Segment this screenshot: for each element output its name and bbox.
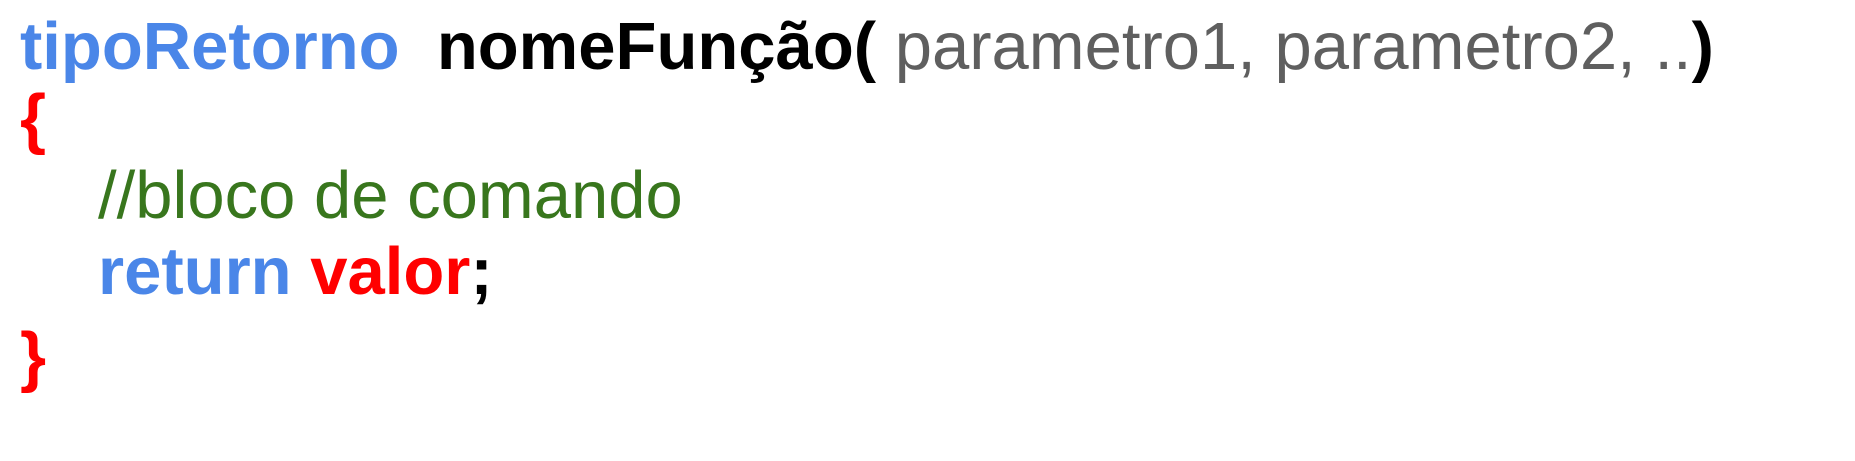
open-brace-token: { bbox=[20, 81, 47, 156]
semicolon-token: ; bbox=[470, 234, 493, 309]
comment-token: //bloco de comando bbox=[98, 158, 683, 233]
return-type-token: tipoRetorno bbox=[20, 9, 400, 84]
return-statement-line bbox=[98, 234, 493, 309]
return-value-token: valor bbox=[310, 234, 471, 309]
close-brace-token: } bbox=[20, 319, 47, 394]
function-signature-line bbox=[20, 9, 1714, 84]
function-name-token: nomeFunção( bbox=[436, 9, 877, 84]
return-keyword-token: return bbox=[98, 234, 292, 309]
close-paren-token: ) bbox=[1691, 9, 1714, 84]
parameters-token: parametro1, parametro2, .. bbox=[894, 9, 1692, 84]
